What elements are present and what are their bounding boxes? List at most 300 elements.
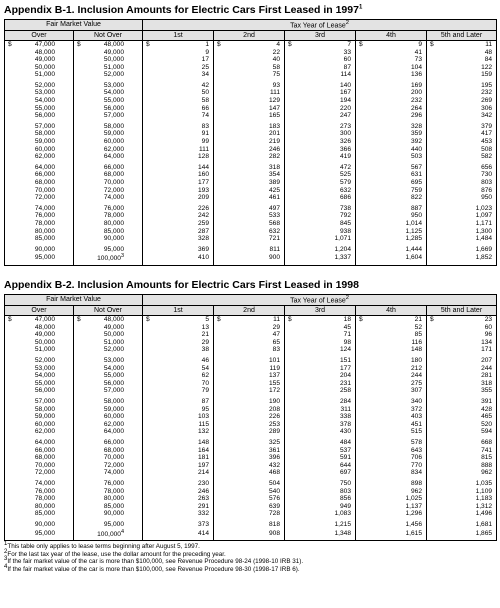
- cell-value: 204: [340, 372, 352, 380]
- appendix-b1-title: Appendix B-1. Inclusion Amounts for Electric Cars First Leased in 1997$^1$: [4, 4, 363, 16]
- cell-value: 177: [198, 179, 210, 187]
- table-cell: [427, 436, 497, 447]
- table-cell: [427, 413, 497, 421]
- cell-value: 147: [269, 104, 281, 112]
- cell-value: 287: [198, 227, 210, 235]
- table-row: [5, 477, 497, 488]
- table-cell: [285, 339, 356, 347]
- cell-value: 172: [269, 387, 281, 395]
- dollar-sign: $: [8, 316, 12, 324]
- table-cell: [285, 436, 356, 447]
- table-cell: [143, 153, 214, 161]
- table-row: [5, 105, 497, 113]
- table-cell: [143, 220, 214, 228]
- cell-value: 1,071: [334, 235, 352, 243]
- table-cell: [356, 503, 427, 511]
- cell-value: 811: [269, 245, 281, 253]
- cell-value: 244: [411, 372, 423, 380]
- cell-value: 47,000: [34, 316, 55, 324]
- table-cell: [356, 71, 427, 79]
- table-cell: [427, 161, 497, 172]
- table-cell: [143, 235, 214, 243]
- cell-value: 1,348: [334, 529, 352, 537]
- cell-value: 47: [272, 331, 281, 339]
- table-cell: [143, 228, 214, 236]
- cell-value: 155: [269, 379, 281, 387]
- cell-value: 57,000: [103, 112, 125, 120]
- cell-value: 73: [414, 56, 423, 64]
- table-cell: [74, 153, 143, 161]
- table-row: [5, 243, 497, 254]
- table-cell: [427, 235, 497, 243]
- cell-value: 68,000: [103, 171, 125, 179]
- table-cell: [285, 146, 356, 154]
- table-cell: [285, 220, 356, 228]
- cell-value: 232: [411, 97, 423, 105]
- cell-value: 269: [481, 97, 493, 105]
- table-cell: [74, 49, 143, 57]
- cell-value: 1,615: [405, 529, 423, 537]
- table-cell: [143, 503, 214, 511]
- cell-value: 9: [205, 48, 210, 56]
- table-cell: [285, 380, 356, 388]
- table-cell: [285, 495, 356, 503]
- cell-value: 7: [347, 40, 352, 48]
- table-cell: [214, 64, 285, 72]
- table-cell: [356, 105, 427, 113]
- table-cell: [214, 354, 285, 365]
- cell-value: 440: [411, 145, 423, 153]
- table-cell: [5, 346, 74, 354]
- table-cell: [143, 462, 214, 470]
- table-cell: [214, 331, 285, 339]
- table-cell: [143, 316, 214, 324]
- dollar-sign: $: [430, 40, 434, 48]
- cell-value: 275: [411, 379, 423, 387]
- table-cell: [74, 331, 143, 339]
- cell-value: 85,000: [103, 227, 125, 235]
- table-cell: [285, 202, 356, 213]
- table-cell: [143, 138, 214, 146]
- dollar-sign: $: [430, 316, 434, 324]
- table-cell: [214, 510, 285, 518]
- table-cell: [427, 220, 497, 228]
- table-cell: [356, 212, 427, 220]
- table-cell: [427, 354, 497, 365]
- cell-value: 70,000: [34, 186, 55, 194]
- appendix-b2-table: [4, 294, 497, 541]
- cell-value: 56,000: [103, 104, 125, 112]
- cell-value: 68,000: [34, 454, 55, 462]
- table-cell: [214, 220, 285, 228]
- cell-value: 70,000: [103, 454, 125, 462]
- cell-value: 9: [418, 40, 423, 48]
- col-4th: 4th: [356, 306, 427, 316]
- cell-value: 148: [411, 346, 423, 354]
- cell-value: 361: [269, 446, 281, 454]
- table-cell: [356, 488, 427, 496]
- cell-value: 85,000: [34, 510, 55, 518]
- col-3rd: 3rd: [285, 306, 356, 316]
- table-cell: [285, 71, 356, 79]
- table-cell: [5, 488, 74, 496]
- cell-value: 60,000: [103, 138, 125, 146]
- col-3rd: 3rd: [285, 30, 356, 40]
- cell-value: 183: [269, 122, 281, 130]
- cell-value: 194: [340, 97, 352, 105]
- table-cell: [143, 413, 214, 421]
- cell-value: 98: [343, 338, 352, 346]
- cell-value: 721: [269, 235, 281, 243]
- cell-value: 200: [411, 89, 423, 97]
- cell-value: 134: [481, 338, 493, 346]
- table-cell: [214, 212, 285, 220]
- table-cell: [74, 120, 143, 131]
- table-cell: [74, 454, 143, 462]
- cell-value: 53,000: [34, 89, 55, 97]
- table-cell: [74, 138, 143, 146]
- table-cell: [143, 194, 214, 202]
- table-cell: [427, 346, 497, 354]
- cell-value: 1,312: [475, 502, 493, 510]
- cell-value: 159: [481, 71, 493, 79]
- table-cell: [427, 488, 497, 496]
- cell-value: 85: [414, 331, 423, 339]
- cell-value: 389: [269, 179, 281, 187]
- table-cell: [5, 495, 74, 503]
- table-cell: [5, 372, 74, 380]
- cell-value: 137: [269, 372, 281, 380]
- table-cell: [143, 406, 214, 414]
- table-cell: [143, 365, 214, 373]
- cell-value: 193: [198, 186, 210, 194]
- cell-value: 90,000: [103, 510, 125, 518]
- cell-value: 201: [269, 130, 281, 138]
- cell-value: 503: [411, 153, 423, 161]
- table-cell: [74, 64, 143, 72]
- cell-value: 66,000: [34, 171, 55, 179]
- table-cell: [356, 97, 427, 105]
- cell-value: 48,000: [103, 316, 125, 324]
- cell-value: 17: [201, 56, 210, 64]
- cell-value: 42: [201, 81, 210, 89]
- cell-value: 53,000: [103, 357, 125, 365]
- dollar-sign: $: [359, 316, 363, 324]
- table-cell: [74, 97, 143, 105]
- table-cell: [356, 243, 427, 254]
- cell-value: 52,000: [34, 81, 55, 89]
- table-cell: [427, 71, 497, 79]
- table-row: [5, 179, 497, 187]
- cell-value: 306: [481, 104, 493, 112]
- cell-value: 230: [198, 479, 210, 487]
- table-cell: [143, 56, 214, 64]
- table-cell: [427, 194, 497, 202]
- cell-value: 49,000: [103, 48, 125, 56]
- cell-value: 129: [269, 97, 281, 105]
- cell-value: 58,000: [103, 398, 125, 405]
- cell-value: 132: [198, 428, 210, 436]
- table-cell: [427, 365, 497, 373]
- cell-value: 900: [269, 254, 281, 262]
- cell-value: 83: [201, 122, 210, 130]
- cell-value: 332: [198, 510, 210, 518]
- table-cell: [143, 130, 214, 138]
- table-cell: [285, 421, 356, 429]
- cell-value: 246: [198, 487, 210, 495]
- cell-value: 311: [340, 405, 352, 413]
- cell-value: 962: [411, 487, 423, 495]
- table-cell: [356, 462, 427, 470]
- cell-value: 59,000: [34, 138, 55, 146]
- table-cell: [5, 71, 74, 79]
- cell-value: 115: [198, 420, 210, 428]
- table-cell: [427, 331, 497, 339]
- table-cell: [214, 146, 285, 154]
- cell-value: 11: [273, 316, 281, 324]
- table-cell: [5, 477, 74, 488]
- col-1st: 1st: [143, 30, 214, 40]
- cell-value: 91: [201, 130, 210, 138]
- cell-value: 29: [201, 338, 210, 346]
- table-cell: [285, 97, 356, 105]
- table-cell: [5, 428, 74, 436]
- cell-value: 48,000: [103, 40, 125, 48]
- table-cell: [427, 324, 497, 332]
- cell-value: 57,000: [103, 387, 125, 395]
- cell-value: 70,000: [103, 179, 125, 187]
- cell-value: 325: [269, 438, 281, 446]
- cell-value: 355: [481, 387, 493, 395]
- table-cell: [427, 529, 497, 541]
- table-cell: [356, 79, 427, 90]
- cell-value: 4: [276, 40, 281, 48]
- table-cell: [214, 105, 285, 113]
- table-row: [5, 454, 497, 462]
- cell-value: 66,000: [34, 446, 55, 454]
- cell-value: 484: [340, 438, 352, 446]
- table-cell: [427, 421, 497, 429]
- cell-value: 140: [340, 81, 352, 89]
- table-cell: [143, 395, 214, 406]
- table-cell: [285, 324, 356, 332]
- cell-value: 64,000: [103, 428, 125, 436]
- col-4th: 4th: [356, 30, 427, 40]
- cell-value: 78,000: [103, 487, 125, 495]
- cell-value: 1,865: [475, 529, 493, 537]
- cell-value: 160: [198, 171, 210, 179]
- table-cell: [5, 421, 74, 429]
- table-cell: [356, 380, 427, 388]
- table-cell: [143, 529, 214, 541]
- cell-value: 48,000: [34, 323, 55, 331]
- header-row-columns: [5, 30, 497, 40]
- table-cell: [214, 161, 285, 172]
- table-cell: [143, 187, 214, 195]
- table-row: [5, 187, 497, 195]
- table-row: [5, 469, 497, 477]
- cell-value: 656: [481, 163, 493, 171]
- table-row: [5, 146, 497, 154]
- table-cell: [143, 171, 214, 179]
- table-cell: [74, 339, 143, 347]
- cell-value: 74,000: [103, 469, 125, 477]
- cell-value: 263: [198, 495, 210, 503]
- table-cell: [74, 202, 143, 213]
- table-cell: [5, 161, 74, 172]
- table-row: [5, 316, 497, 324]
- table-cell: [356, 138, 427, 146]
- cell-value: 1,496: [475, 510, 493, 518]
- cell-value: 515: [411, 428, 423, 436]
- dollar-sign: $: [77, 40, 81, 48]
- table-cell: [5, 380, 74, 388]
- cell-value: 378: [340, 420, 352, 428]
- table-cell: [5, 510, 74, 518]
- table-cell: [5, 387, 74, 395]
- table-cell: [427, 79, 497, 90]
- cell-value: 1,300: [475, 227, 493, 235]
- cell-value: 284: [340, 398, 352, 405]
- cell-value: 52: [414, 323, 423, 331]
- cell-value: 151: [340, 357, 352, 365]
- table-cell: [356, 387, 427, 395]
- cell-value: 582: [481, 153, 493, 161]
- cell-value: 33: [343, 48, 352, 56]
- table-cell: [5, 413, 74, 421]
- cell-value: 246: [269, 145, 281, 153]
- appendix-b1-table: [4, 19, 497, 266]
- table-cell: [214, 130, 285, 138]
- table-cell: [74, 253, 143, 265]
- table-cell: [427, 510, 497, 518]
- cell-value: 49,000: [103, 323, 125, 331]
- table-cell: [356, 112, 427, 120]
- table-cell: [285, 253, 356, 265]
- cell-value: 74,000: [34, 479, 55, 487]
- cell-value: 72,000: [34, 469, 55, 477]
- cell-value: 1,852: [475, 254, 493, 262]
- cell-value: 643: [411, 446, 423, 454]
- table-row: [5, 235, 497, 243]
- table-cell: [356, 469, 427, 477]
- cell-value: 686: [340, 194, 352, 202]
- cell-value: 950: [481, 194, 493, 202]
- cell-value: 533: [269, 212, 281, 220]
- cell-value: 76,000: [34, 487, 55, 495]
- table-row: [5, 130, 497, 138]
- cell-value: 338: [340, 413, 352, 421]
- col-over: Over: [5, 306, 74, 316]
- table-row: [5, 428, 497, 436]
- cell-value: 428: [481, 405, 493, 413]
- table-cell: [214, 365, 285, 373]
- table-cell: [5, 462, 74, 470]
- table-cell: [427, 49, 497, 57]
- table-cell: [74, 187, 143, 195]
- cell-value: 78,000: [34, 219, 55, 227]
- cell-value: 47,000: [34, 40, 55, 48]
- table-row: [5, 488, 497, 496]
- cell-value: 49,000: [34, 56, 55, 64]
- cell-value: 219: [269, 138, 281, 146]
- cell-value: 59,000: [103, 405, 125, 413]
- table-cell: [427, 495, 497, 503]
- table-cell: [5, 253, 74, 265]
- cell-value: 84: [484, 56, 493, 64]
- cell-value: 520: [481, 420, 493, 428]
- cell-value: 58,000: [34, 405, 55, 413]
- table-cell: [74, 469, 143, 477]
- table-row: [5, 380, 497, 388]
- table-cell: [214, 495, 285, 503]
- table-cell: [356, 146, 427, 154]
- table-cell: [5, 187, 74, 195]
- table-row: [5, 56, 497, 64]
- cell-value: 5: [205, 316, 210, 324]
- table-cell: [285, 387, 356, 395]
- table-cell: [143, 49, 214, 57]
- cell-value: 51,000: [103, 338, 125, 346]
- cell-value: 60: [343, 56, 352, 64]
- table-cell: [285, 488, 356, 496]
- cell-value: 359: [411, 130, 423, 138]
- cell-value: 568: [269, 219, 281, 227]
- table-cell: [285, 79, 356, 90]
- table-cell: [285, 49, 356, 57]
- cell-value: 417: [481, 130, 493, 138]
- table-cell: [5, 235, 74, 243]
- appendix-b1-section: [4, 4, 496, 266]
- table-cell: [285, 40, 356, 48]
- cell-value: 209: [198, 194, 210, 202]
- cell-value: 64,000: [103, 153, 125, 161]
- table-row: [5, 161, 497, 172]
- table-cell: [74, 346, 143, 354]
- table-cell: [285, 130, 356, 138]
- cell-value: 50,000: [34, 63, 55, 71]
- cell-value: 214: [198, 469, 210, 477]
- table-cell: [285, 510, 356, 518]
- table-row: [5, 253, 497, 265]
- cell-value: 54,000: [103, 89, 125, 97]
- table-cell: [214, 387, 285, 395]
- table-cell: [285, 395, 356, 406]
- table-cell: [5, 316, 74, 324]
- table-cell: [356, 120, 427, 131]
- table-cell: [74, 161, 143, 172]
- cell-value: 632: [269, 227, 281, 235]
- table-cell: [356, 413, 427, 421]
- table-cell: [356, 228, 427, 236]
- table-cell: [356, 49, 427, 57]
- col-over: Over: [5, 30, 74, 40]
- cell-value: 85,000: [103, 502, 125, 510]
- cell-value: 95,000: [103, 245, 125, 253]
- cell-value: 425: [269, 186, 281, 194]
- fmv-header: Fair Market Value: [5, 20, 143, 31]
- dollar-sign: $: [146, 40, 150, 48]
- cell-value: 53,000: [34, 364, 55, 372]
- cell-value: 410: [198, 254, 210, 262]
- cell-value: 898: [411, 479, 423, 487]
- table-row: [5, 387, 497, 395]
- table-cell: [214, 395, 285, 406]
- cell-value: 100,000: [97, 255, 121, 263]
- table-cell: [74, 220, 143, 228]
- table-cell: [143, 253, 214, 265]
- cell-value: 167: [340, 89, 352, 97]
